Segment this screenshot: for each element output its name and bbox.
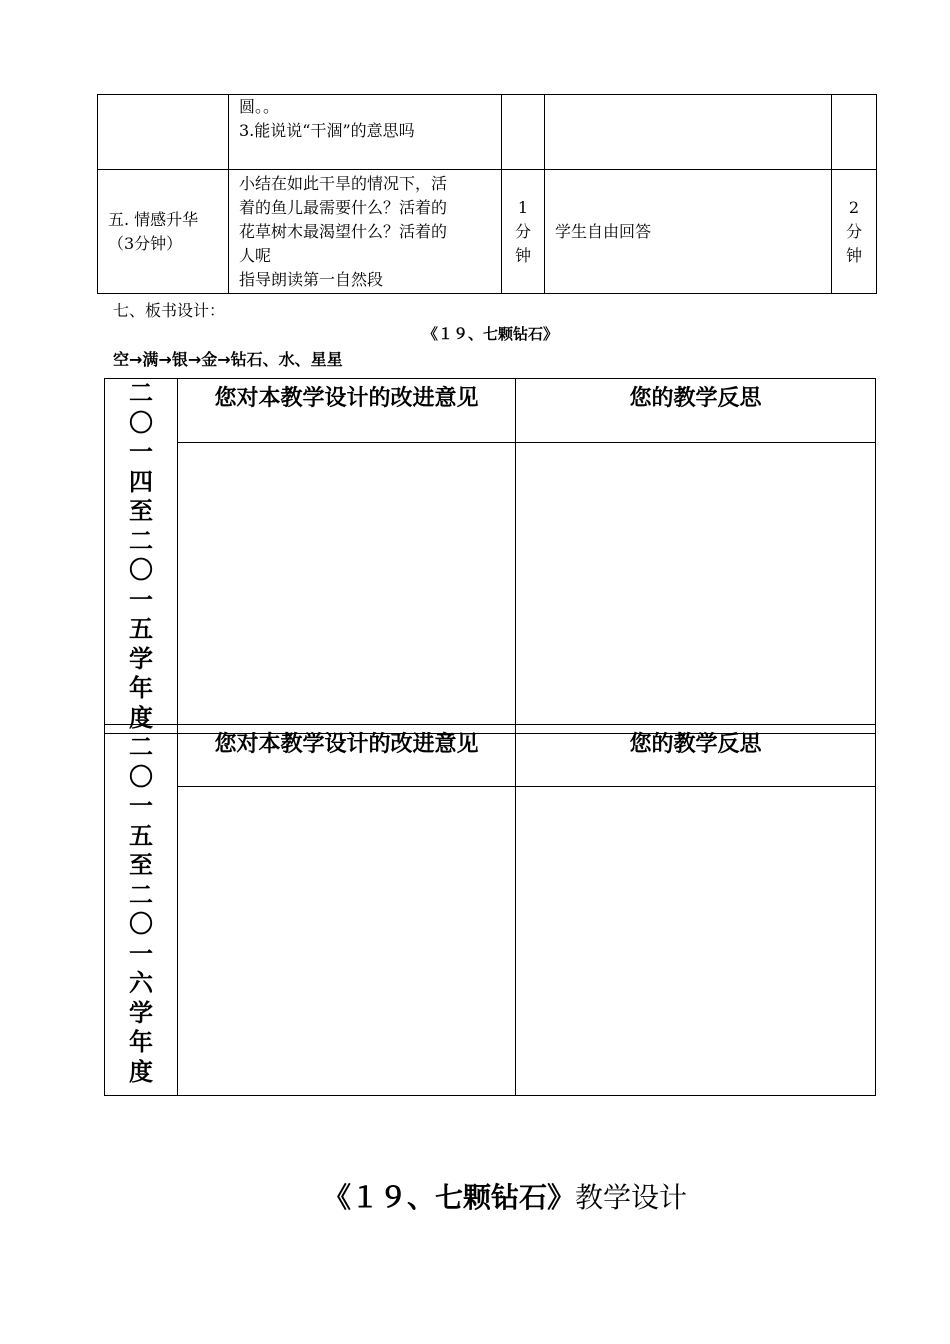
content-line: 圆。。 <box>239 97 280 116</box>
school-year-cell <box>105 725 178 1096</box>
duration-line: 分 <box>845 221 862 241</box>
lesson-plan-table <box>97 94 877 294</box>
school-year-cell <box>105 379 178 734</box>
content-line: 花草树木最渴望什么？活着的 <box>239 221 448 241</box>
improvement-input-area[interactable] <box>178 787 516 1096</box>
board-design-flow: 空→满→银→金→钻石、水、星星 <box>113 350 343 369</box>
content-line: 3.能说说“干涸”的意思吗 <box>239 121 415 140</box>
school-year-label: 二〇一四至二〇一五学年度 <box>129 379 153 732</box>
table-row <box>98 95 877 170</box>
stage-cell <box>98 95 229 170</box>
activity-cell: 学生自由回答 <box>545 170 832 294</box>
stage-line: （3分钟） <box>108 233 183 253</box>
duration-cell <box>832 95 877 170</box>
time-cell <box>502 95 545 170</box>
content-cell <box>229 170 502 294</box>
board-design-title: 《１９、七颗钻石》 <box>423 325 559 343</box>
improvement-header: 您对本教学设计的改进意见 <box>178 725 516 787</box>
table-row <box>98 170 877 294</box>
reflection-table-2015 <box>104 724 876 1096</box>
content-line: 小结在如此干旱的情况下，活 <box>239 173 448 193</box>
document-title <box>0 1176 950 1216</box>
document-title-bold: 《１９、七颗钻石》 <box>322 1181 575 1214</box>
time-cell <box>502 170 545 294</box>
reflection-table-2014 <box>104 378 876 734</box>
stage-line: 五. 情感升华 <box>108 209 199 229</box>
stage-cell <box>98 170 229 294</box>
school-year-label: 二〇一五至二〇一六学年度 <box>129 733 153 1086</box>
content-cell <box>229 95 502 170</box>
reflection-input-area[interactable] <box>516 442 876 733</box>
reflection-header: 您的教学反思 <box>516 379 876 443</box>
time-line: 分 <box>514 221 531 241</box>
document-title-rest: 教学设计 <box>575 1181 688 1214</box>
content-line: 指导朗读第一自然段 <box>239 269 384 289</box>
duration-line: 2 <box>848 197 860 217</box>
reflection-header: 您的教学反思 <box>516 725 876 787</box>
improvement-header: 您对本教学设计的改进意见 <box>178 379 516 443</box>
reflection-input-area[interactable] <box>516 787 876 1096</box>
board-design-heading: 七、板书设计： <box>113 301 226 320</box>
content-line: 着的鱼儿最需要什么？活着的 <box>239 197 448 217</box>
time-line: 1 <box>517 197 529 217</box>
time-line: 钟 <box>514 245 531 265</box>
improvement-input-area[interactable] <box>178 442 516 733</box>
duration-line: 钟 <box>845 245 862 265</box>
duration-cell <box>832 170 877 294</box>
activity-cell <box>545 95 832 170</box>
content-line: 人呢 <box>239 245 272 265</box>
